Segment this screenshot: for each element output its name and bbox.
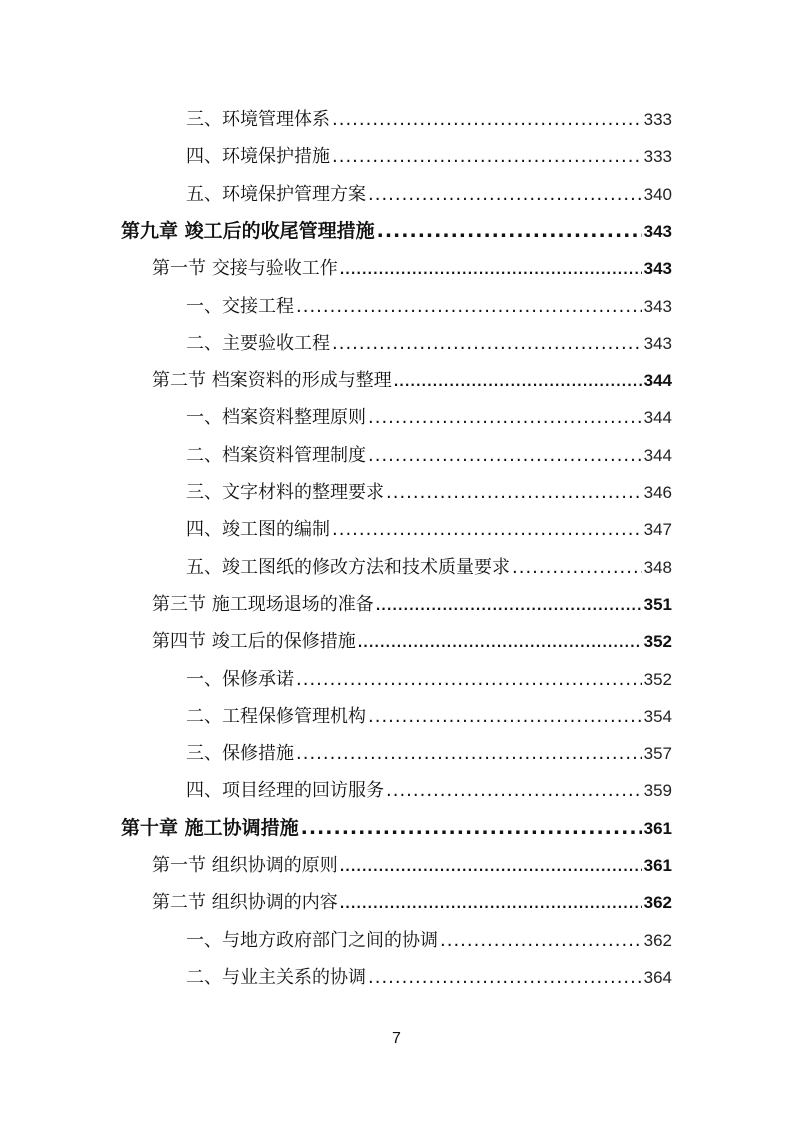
toc-dot-leader	[368, 399, 642, 436]
toc-dot-leader	[386, 772, 642, 809]
toc-entry-page: 340	[643, 184, 672, 204]
toc-dot-leader	[296, 735, 642, 772]
toc-dot-leader	[368, 959, 642, 996]
toc-entry[interactable]	[186, 288, 672, 325]
toc-dot-leader	[301, 810, 642, 847]
toc-entry-page: 354	[643, 706, 672, 726]
toc-entry-title: 一、交接工程	[186, 295, 294, 317]
toc-entry[interactable]	[186, 325, 672, 362]
toc-entry-title: 第一节 组织协调的原则	[152, 855, 338, 876]
page-number: 7	[392, 1030, 401, 1047]
toc-dot-leader	[386, 474, 642, 511]
toc-dot-leader	[512, 549, 642, 586]
toc-entry-title: 四、环境保护措施	[186, 146, 330, 168]
toc-dot-leader	[332, 101, 642, 138]
toc-entry-title: 二、与业主关系的协调	[186, 966, 366, 988]
toc-entry[interactable]	[186, 735, 672, 772]
toc-entry[interactable]	[186, 511, 672, 548]
toc-entry-title: 第二节 组织协调的内容	[152, 892, 338, 914]
toc-entry-page: 361	[643, 818, 672, 838]
toc-entry-title: 三、保修措施	[186, 743, 294, 765]
toc-entry-page: 352	[643, 632, 672, 652]
toc-dot-leader	[296, 288, 642, 325]
toc-entry-title: 四、竣工图的编制	[186, 519, 330, 541]
toc-entry[interactable]	[186, 399, 672, 436]
toc-entry-page: 344	[643, 445, 672, 465]
toc-entry-page: 347	[643, 520, 672, 540]
toc-entry[interactable]	[186, 474, 672, 511]
toc-dot-leader	[368, 437, 642, 474]
toc-entry-page: 359	[643, 781, 672, 801]
toc-entry-title: 五、环境保护管理方案	[186, 183, 366, 205]
toc-dot-leader	[440, 922, 642, 959]
toc-entry-page: 343	[643, 296, 672, 316]
toc-entry-title: 三、环境管理体系	[186, 109, 330, 130]
toc-dot-leader	[332, 511, 642, 548]
toc-entry-page: 343	[643, 221, 672, 241]
toc-entry[interactable]	[186, 959, 672, 996]
toc-entry-page: 343	[643, 259, 672, 279]
toc-dot-leader	[377, 213, 642, 250]
toc-entry-title: 第一节 交接与验收工作	[152, 258, 338, 280]
toc-entry[interactable]	[186, 922, 672, 959]
toc-entry-page: 357	[643, 744, 672, 764]
toc-entry-title: 第九章 竣工后的收尾管理措施	[121, 219, 375, 242]
toc-entry-title: 二、工程保修管理机构	[186, 705, 366, 727]
toc-entry[interactable]	[152, 847, 672, 884]
toc-entry-title: 一、保修承诺	[186, 668, 294, 690]
toc-entry[interactable]	[186, 661, 672, 698]
toc-entry[interactable]	[186, 772, 672, 809]
toc-entry-page: 352	[643, 669, 672, 689]
toc-entry[interactable]	[186, 698, 672, 735]
toc-entry-page: 362	[643, 893, 672, 913]
toc-entry[interactable]	[121, 213, 672, 250]
toc-dot-leader	[368, 698, 642, 735]
toc-entry-page: 348	[643, 557, 672, 577]
toc-dot-leader	[332, 325, 642, 362]
toc-entry[interactable]	[186, 176, 672, 213]
toc-entry-page: 362	[643, 930, 672, 950]
toc-entry-page: 361	[643, 856, 672, 875]
toc-entry[interactable]	[152, 884, 672, 921]
toc-dot-leader	[368, 176, 642, 213]
toc-entry-title: 第十章 施工协调措施	[121, 816, 299, 839]
toc-entry-page: 346	[643, 483, 672, 502]
toc-entry-title: 二、主要验收工程	[186, 332, 330, 354]
toc-entry[interactable]	[152, 586, 672, 623]
toc-entry[interactable]	[152, 250, 672, 287]
toc-entry-page: 333	[643, 110, 672, 129]
toc-dot-leader	[340, 252, 642, 289]
toc-dot-leader	[376, 588, 642, 625]
toc-entry[interactable]	[186, 138, 672, 175]
toc-entry[interactable]	[186, 549, 672, 586]
toc-dot-leader	[340, 849, 642, 886]
toc-dot-leader	[394, 364, 642, 401]
toc-entry-page: 344	[643, 371, 672, 391]
toc-entry-page: 351	[643, 594, 672, 614]
toc-entry[interactable]	[186, 437, 672, 474]
toc-entry-page: 364	[643, 967, 672, 987]
toc-dot-leader	[296, 661, 642, 698]
toc-entry-title: 第二节 档案资料的形成与整理	[152, 370, 392, 392]
toc-dot-leader	[340, 886, 642, 923]
toc-entry-title: 第三节 施工现场退场的准备	[152, 593, 374, 615]
toc-dot-leader	[358, 625, 642, 662]
toc-dot-leader	[332, 138, 642, 175]
toc-entry-title: 第四节 竣工后的保修措施	[152, 631, 356, 653]
toc-entry-title: 四、项目经理的回访服务	[186, 780, 384, 802]
toc-entry[interactable]	[121, 810, 672, 847]
toc-entry-title: 一、与地方政府部门之间的协调	[186, 929, 438, 951]
toc-entry-page: 344	[643, 408, 672, 428]
toc-entry-title: 五、竣工图纸的修改方法和技术质量要求	[186, 556, 510, 578]
toc-entry[interactable]	[152, 623, 672, 660]
toc-entry[interactable]	[152, 362, 672, 399]
toc-entry-title: 三、文字材料的整理要求	[186, 482, 384, 503]
toc-entry[interactable]	[186, 101, 672, 138]
toc-entry-title: 二、档案资料管理制度	[186, 444, 366, 466]
toc-entry-page: 343	[643, 333, 672, 353]
toc-entry-title: 一、档案资料整理原则	[186, 407, 366, 429]
toc-entry-page: 333	[643, 147, 672, 167]
